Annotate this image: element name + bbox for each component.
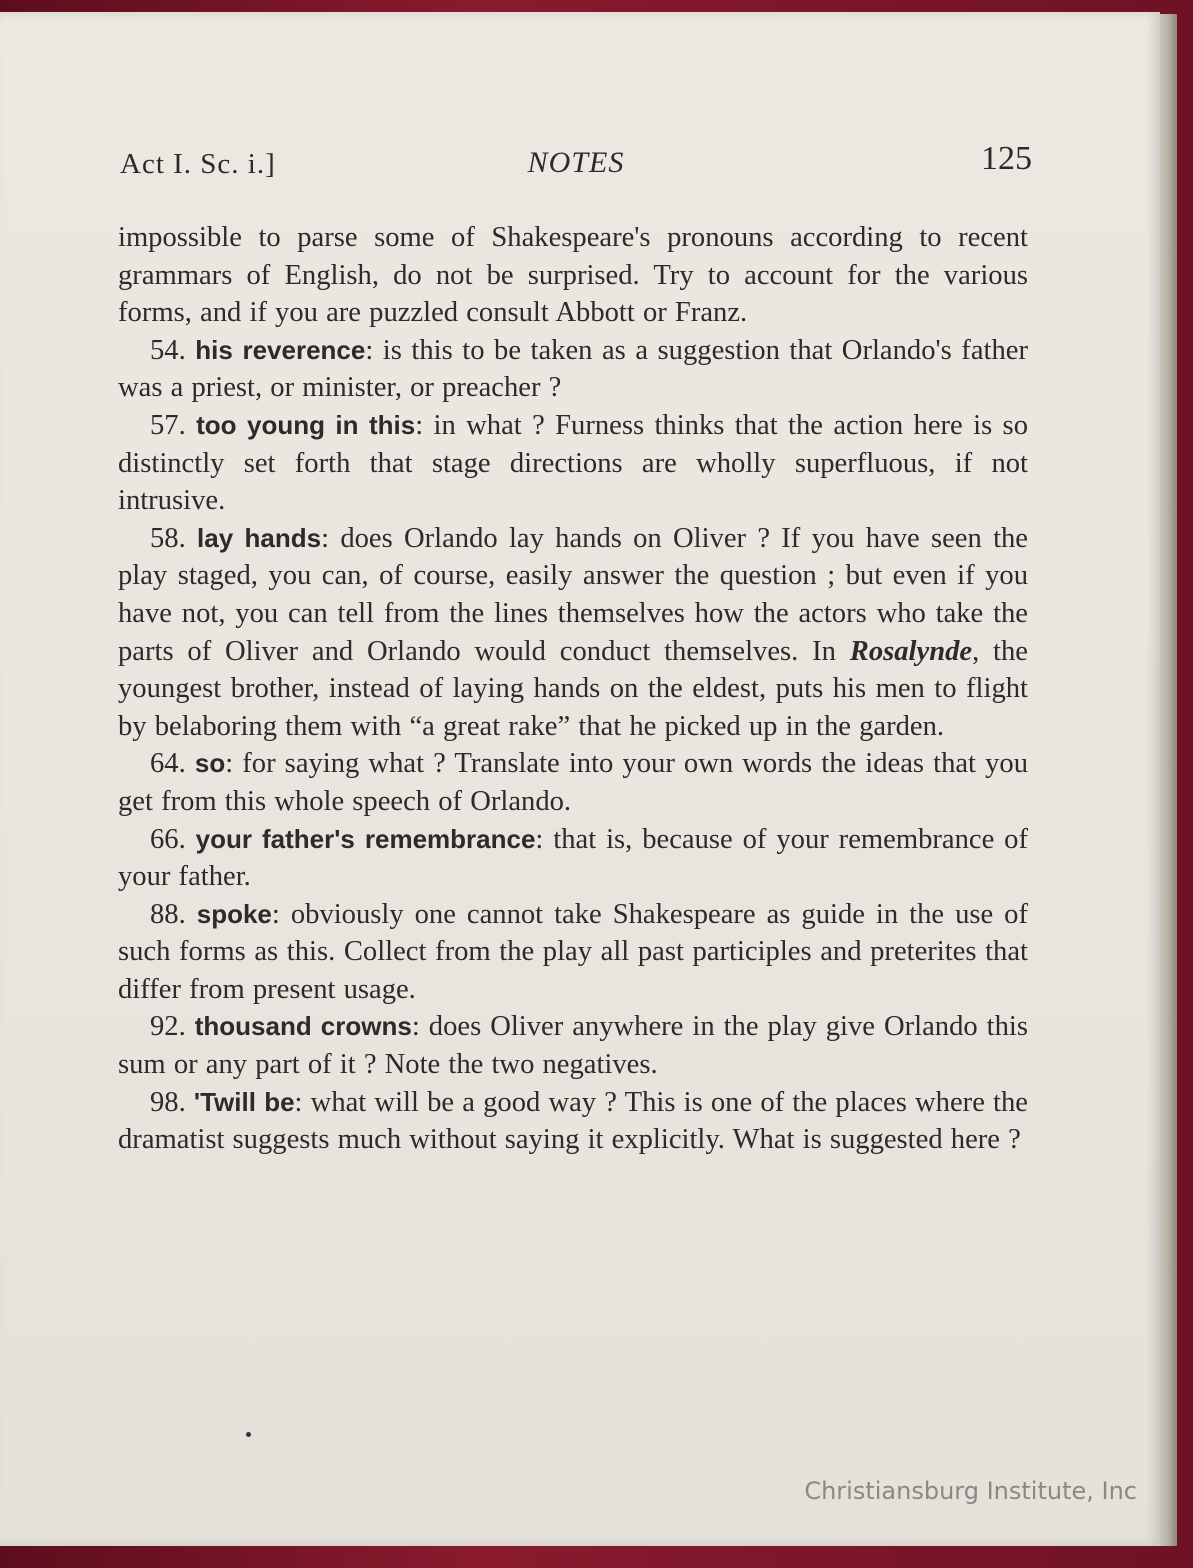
note-58 [118,520,1028,746]
note-88 [118,896,1028,1009]
note-separator: : [225,748,234,780]
note-line-number: 58. [150,522,186,554]
note-line-number: 88. [150,898,186,930]
note-line-number: 98. [150,1086,186,1118]
note-line-number: 54. [150,334,186,366]
note-term: lay hands [197,522,322,553]
note-57 [118,407,1028,520]
note-term: too young in this [196,409,416,440]
note-text: what will be a good way ? This is one of the places where the dramatist suggests much without saying it explicitly. What is suggested here ? [118,1086,1028,1156]
note-term: your father's remembrance [195,823,536,854]
note-separator: : [535,823,544,855]
note-term: so [194,748,226,779]
note-line-number: 57. [150,409,186,441]
page-number: 125 [981,140,1032,177]
note-separator: : [415,409,424,441]
note-line-number: 92. [150,1011,186,1043]
note-text: in what ? Furness thinks that the action here is so distinctly set forth that stage directions are wholly superfluous, if not intrusive. [118,409,1028,517]
book-title-reference: Rosalynde [849,635,973,667]
section-title: NOTES [527,146,625,179]
note-term: thousand crowns [194,1011,412,1042]
book-page [0,12,1160,1546]
running-head: Act I. Sc. i.] [120,148,276,180]
note-separator: : [365,334,374,366]
note-text: that is, because of your remembrance of your father. [118,823,1028,893]
watermark: Christiansburg Institute, Inc [804,1477,1137,1505]
note-line-number: 64. [150,748,186,780]
note-text: is this to be taken as a suggestion that Orlando's father was a priest, or minister, or preacher ? [118,334,1028,404]
ink-speck [246,1432,251,1437]
note-text-continued: , the youngest brother, instead of laying hands on the eldest, puts his men to flight by belaboring them with “a great rake” that he picked up in the garden. [118,635,1028,742]
note-64 [118,745,1028,820]
note-term: his reverence [195,334,366,365]
note-separator: : [321,522,330,554]
note-line-number: 66. [150,823,186,855]
note-98 [118,1084,1028,1159]
note-separator: : [271,898,280,930]
notes-body [118,219,1028,1159]
note-text: does Oliver anywhere in the play give Orlando this sum or any part of it ? Note the two negatives. [118,1011,1028,1081]
note-separator: : [294,1086,303,1118]
note-text: does Orlando lay hands on Oliver ? If you have seen the play staged, you can, of course, easily answer the question ; but even if you have not, you can tell from the lines themselves how the actors who take the parts of Oliver and Orlando would conduct themselves. In [118,522,1028,667]
intro-paragraph: impossible to parse some of Shakespeare's pronouns according to recent grammars of English, do not be surprised. Try to account for the various forms, and if you are puzzled consult Abbott or Franz. [118,222,1028,329]
note-separator: : [411,1011,420,1043]
note-text: obviously one cannot take Shakespeare as guide in the use of such forms as this. Collect from the play all past participles and preterites that differ from present usage. [118,898,1028,1005]
note-text: for saying what ? Translate into your own words the ideas that you get from this whole speech of Orlando. [118,748,1028,817]
note-66 [118,821,1028,896]
note-92 [118,1008,1028,1083]
note-54 [118,332,1028,407]
page-header [120,134,1032,182]
note-term: spoke [196,898,272,929]
note-term: 'Twill be [193,1086,295,1117]
